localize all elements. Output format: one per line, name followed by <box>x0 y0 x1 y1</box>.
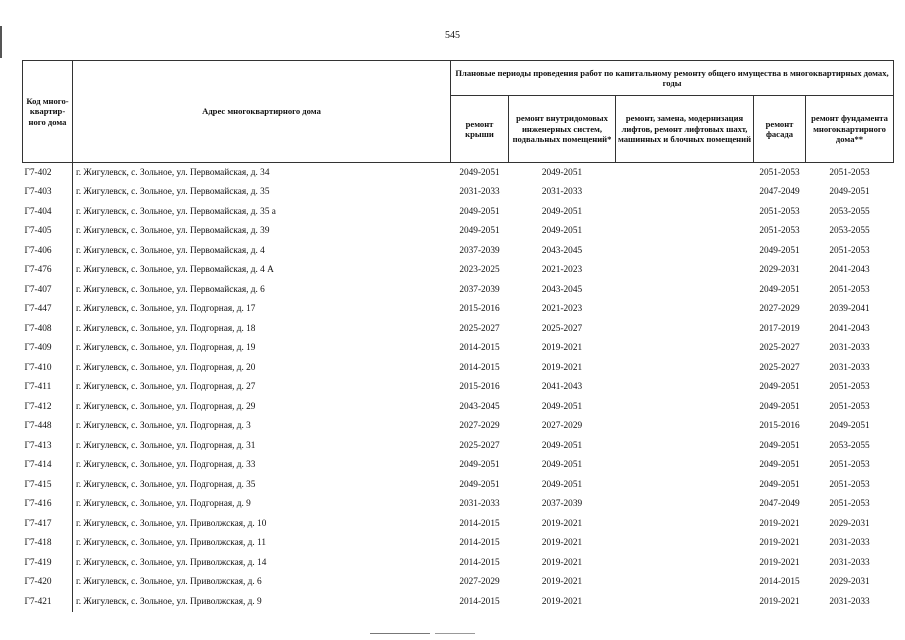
roof-period: 2025-2027 <box>459 323 500 334</box>
house-code: Г7-416 <box>23 495 73 515</box>
lifts-period <box>616 300 754 320</box>
foundation-period: 2053-2055 <box>829 226 870 237</box>
table-row <box>23 319 894 339</box>
roof-period: 2049-2051 <box>459 206 500 217</box>
header-address: Адрес многоквартирного дома <box>73 61 451 163</box>
foundation-period: 2031-2033 <box>829 362 870 373</box>
roof-period: 2031-2033 <box>459 187 500 198</box>
repair-schedule-table <box>22 60 894 612</box>
lifts-period <box>616 534 754 554</box>
systems-period: 2019-2021 <box>541 596 583 607</box>
roof-period: 2049-2051 <box>459 226 500 237</box>
house-code: Г7-418 <box>23 534 73 554</box>
house-code: Г7-408 <box>23 319 73 339</box>
facade-period: 2029-2031 <box>759 265 800 276</box>
facade-period: 2049-2051 <box>759 401 800 412</box>
table-row <box>23 183 894 203</box>
header-lifts: ремонт, замена, модернизация лифтов, ремонт лифтовых шахт, машинных и блочных помещений <box>616 96 754 163</box>
header-periods: Плановые периоды проведения работ по капитальному ремонту общего имущества в многоквартирных домах, годы <box>451 61 894 96</box>
facade-period: 2019-2021 <box>759 538 800 549</box>
house-address: г. Жигулевск, с. Зольное, ул. Первомайская, д. 39 <box>76 226 270 237</box>
roof-period: 2027-2029 <box>459 421 500 432</box>
facade-period: 2049-2051 <box>759 245 800 256</box>
systems-period: 2043-2045 <box>541 245 583 256</box>
facade-period: 2051-2053 <box>759 206 800 217</box>
systems-period: 2049-2051 <box>541 460 583 471</box>
facade-period: 2049-2051 <box>759 460 800 471</box>
house-code: Г7-447 <box>23 300 73 320</box>
facade-period: 2049-2051 <box>759 479 800 490</box>
foundation-period: 2051-2053 <box>829 167 870 178</box>
house-code: Г7-413 <box>23 436 73 456</box>
facade-period: 2019-2021 <box>759 557 800 568</box>
house-address: г. Жигулевск, с. Зольное, ул. Первомайская, д. 35 <box>76 187 270 198</box>
facade-period: 2017-2019 <box>759 323 800 334</box>
lifts-period <box>616 553 754 573</box>
facade-period: 2027-2029 <box>759 304 800 315</box>
table-row <box>23 261 894 281</box>
foundation-period: 2051-2053 <box>829 499 870 510</box>
house-code: Г7-476 <box>23 261 73 281</box>
systems-period: 2049-2051 <box>541 226 583 237</box>
facade-period: 2025-2027 <box>759 362 800 373</box>
footer-rule <box>0 632 905 636</box>
systems-period: 2019-2021 <box>541 362 583 373</box>
facade-period: 2049-2051 <box>759 440 800 451</box>
footer-rule-segment <box>435 633 475 634</box>
lifts-period <box>616 397 754 417</box>
table-row <box>23 456 894 476</box>
lifts-period <box>616 319 754 339</box>
house-code: Г7-405 <box>23 222 73 242</box>
table-row <box>23 280 894 300</box>
lifts-period <box>616 183 754 203</box>
roof-period: 2049-2051 <box>459 167 500 178</box>
lifts-period <box>616 514 754 534</box>
table-row <box>23 573 894 593</box>
facade-period: 2051-2053 <box>759 226 800 237</box>
foundation-period: 2051-2053 <box>829 284 870 295</box>
table-row <box>23 592 894 612</box>
roof-period: 2043-2045 <box>459 401 500 412</box>
systems-period: 2043-2045 <box>541 284 583 295</box>
systems-period: 2021-2023 <box>541 304 583 315</box>
lifts-period <box>616 592 754 612</box>
systems-period: 2025-2027 <box>541 323 583 334</box>
table-row <box>23 300 894 320</box>
roof-period: 2014-2015 <box>459 343 500 354</box>
roof-period: 2027-2029 <box>459 577 500 588</box>
facade-period: 2019-2021 <box>759 596 800 607</box>
facade-period: 2049-2051 <box>759 382 800 393</box>
foundation-period: 2041-2043 <box>829 265 870 276</box>
header-code: Код много-квартир-ного дома <box>23 61 73 163</box>
lifts-period <box>616 280 754 300</box>
lifts-period <box>616 339 754 359</box>
house-address: г. Жигулевск, с. Зольное, ул. Приволжская, д. 6 <box>76 577 262 588</box>
foundation-period: 2049-2051 <box>829 187 870 198</box>
house-address: г. Жигулевск, с. Зольное, ул. Приволжская, д. 14 <box>76 557 267 568</box>
table-row <box>23 397 894 417</box>
house-address: г. Жигулевск, с. Зольное, ул. Первомайская, д. 6 <box>76 284 265 295</box>
house-address: г. Жигулевск, с. Зольное, ул. Подгорная, д. 33 <box>76 460 256 471</box>
table-row <box>23 436 894 456</box>
house-address: г. Жигулевск, с. Зольное, ул. Приволжская, д. 10 <box>76 518 267 529</box>
facade-period: 2047-2049 <box>759 187 800 198</box>
lifts-period <box>616 358 754 378</box>
roof-period: 2049-2051 <box>459 479 500 490</box>
systems-period: 2041-2043 <box>541 382 583 393</box>
foundation-period: 2039-2041 <box>829 304 870 315</box>
facade-period: 2019-2021 <box>759 518 800 529</box>
foundation-period: 2051-2053 <box>829 382 870 393</box>
table-row <box>23 358 894 378</box>
systems-period: 2031-2033 <box>541 187 583 198</box>
lifts-period <box>616 495 754 515</box>
house-address: г. Жигулевск, с. Зольное, ул. Подгорная, д. 31 <box>76 440 256 451</box>
table-row <box>23 241 894 261</box>
foundation-period: 2053-2055 <box>829 206 870 217</box>
foundation-period: 2031-2033 <box>829 557 870 568</box>
roof-period: 2037-2039 <box>459 245 500 256</box>
header-foundation: ремонт фундамента многоквартирного дома** <box>806 96 894 163</box>
house-code: Г7-410 <box>23 358 73 378</box>
systems-period: 2019-2021 <box>541 518 583 529</box>
lifts-period <box>616 573 754 593</box>
systems-period: 2049-2051 <box>541 401 583 412</box>
house-address: г. Жигулевск, с. Зольное, ул. Первомайская, д. 35 а <box>76 206 276 217</box>
systems-period: 2019-2021 <box>541 577 583 588</box>
foundation-period: 2031-2033 <box>829 596 870 607</box>
foundation-period: 2031-2033 <box>829 343 870 354</box>
house-code: Г7-411 <box>23 378 73 398</box>
roof-period: 2031-2033 <box>459 499 500 510</box>
table-row <box>23 378 894 398</box>
systems-period: 2019-2021 <box>541 557 583 568</box>
lifts-period <box>616 456 754 476</box>
facade-period: 2015-2016 <box>759 421 800 432</box>
house-address: г. Жигулевск, с. Зольное, ул. Подгорная, д. 3 <box>76 421 251 432</box>
roof-period: 2014-2015 <box>459 518 500 529</box>
house-address: г. Жигулевск, с. Зольное, ул. Подгорная, д. 27 <box>76 382 256 393</box>
house-address: г. Жигулевск, с. Зольное, ул. Приволжская, д. 11 <box>76 538 267 549</box>
house-code: Г7-402 <box>23 163 73 183</box>
house-code: Г7-419 <box>23 553 73 573</box>
table-row <box>23 222 894 242</box>
table-row <box>23 202 894 222</box>
lifts-period <box>616 417 754 437</box>
foundation-period: 2051-2053 <box>829 460 870 471</box>
house-address: г. Жигулевск, с. Зольное, ул. Подгорная, д. 20 <box>76 362 256 373</box>
footer-rule-segment <box>370 633 430 634</box>
house-address: г. Жигулевск, с. Зольное, ул. Первомайская, д. 4 <box>76 245 265 256</box>
house-code: Г7-417 <box>23 514 73 534</box>
house-code: Г7-420 <box>23 573 73 593</box>
house-code: Г7-409 <box>23 339 73 359</box>
house-code: Г7-407 <box>23 280 73 300</box>
systems-period: 2027-2029 <box>541 421 583 432</box>
roof-period: 2015-2016 <box>459 382 500 393</box>
facade-period: 2025-2027 <box>759 343 800 354</box>
roof-period: 2014-2015 <box>459 538 500 549</box>
roof-period: 2025-2027 <box>459 440 500 451</box>
foundation-period: 2041-2043 <box>829 323 870 334</box>
systems-period: 2037-2039 <box>541 499 583 510</box>
lifts-period <box>616 222 754 242</box>
header-facade: ремонт фасада <box>754 96 806 163</box>
lifts-period <box>616 378 754 398</box>
facade-period: 2049-2051 <box>759 284 800 295</box>
foundation-period: 2053-2055 <box>829 440 870 451</box>
table-row <box>23 553 894 573</box>
table-row <box>23 514 894 534</box>
roof-period: 2015-2016 <box>459 304 500 315</box>
house-address: г. Жигулевск, с. Зольное, ул. Подгорная, д. 18 <box>76 323 256 334</box>
roof-period: 2014-2015 <box>459 362 500 373</box>
systems-period: 2019-2021 <box>541 538 583 549</box>
house-code: Г7-415 <box>23 475 73 495</box>
house-address: г. Жигулевск, с. Зольное, ул. Приволжская, д. 9 <box>76 596 262 607</box>
roof-period: 2049-2051 <box>459 460 500 471</box>
systems-period: 2049-2051 <box>541 167 583 178</box>
foundation-period: 2051-2053 <box>829 401 870 412</box>
house-code: Г7-448 <box>23 417 73 437</box>
foundation-period: 2051-2053 <box>829 479 870 490</box>
table-row <box>23 163 894 183</box>
roof-period: 2014-2015 <box>459 596 500 607</box>
house-code: Г7-406 <box>23 241 73 261</box>
house-code: Г7-412 <box>23 397 73 417</box>
house-address: г. Жигулевск, с. Зольное, ул. Подгорная, д. 9 <box>76 499 251 510</box>
table-row <box>23 339 894 359</box>
systems-period: 2049-2051 <box>541 479 583 490</box>
house-address: г. Жигулевск, с. Зольное, ул. Первомайская, д. 34 <box>76 167 270 178</box>
facade-period: 2014-2015 <box>759 577 800 588</box>
lifts-period <box>616 436 754 456</box>
house-address: г. Жигулевск, с. Зольное, ул. Подгорная, д. 19 <box>76 343 256 354</box>
roof-period: 2023-2025 <box>459 265 500 276</box>
roof-period: 2014-2015 <box>459 557 500 568</box>
systems-period: 2021-2023 <box>541 265 583 276</box>
foundation-period: 2051-2053 <box>829 245 870 256</box>
page-number: 545 <box>445 30 460 41</box>
table-row <box>23 475 894 495</box>
house-code: Г7-404 <box>23 202 73 222</box>
header-roof: ремонт крыши <box>451 96 509 163</box>
facade-period: 2047-2049 <box>759 499 800 510</box>
systems-period: 2019-2021 <box>541 343 583 354</box>
house-address: г. Жигулевск, с. Зольное, ул. Подгорная, д. 35 <box>76 479 256 490</box>
header-systems: ремонт внутридомовых инженерных систем, подвальных помещений* <box>509 96 616 163</box>
foundation-period: 2031-2033 <box>829 538 870 549</box>
foundation-period: 2029-2031 <box>829 577 870 588</box>
lifts-period <box>616 202 754 222</box>
facade-period: 2051-2053 <box>759 167 800 178</box>
lifts-period <box>616 475 754 495</box>
roof-period: 2037-2039 <box>459 284 500 295</box>
house-code: Г7-403 <box>23 183 73 203</box>
table-row <box>23 495 894 515</box>
house-address: г. Жигулевск, с. Зольное, ул. Подгорная, д. 17 <box>76 304 256 315</box>
foundation-period: 2049-2051 <box>829 421 870 432</box>
table-row <box>23 534 894 554</box>
house-address: г. Жигулевск, с. Зольное, ул. Подгорная, д. 29 <box>76 401 256 412</box>
house-address: г. Жигулевск, с. Зольное, ул. Первомайская, д. 4 А <box>76 265 274 276</box>
house-code: Г7-414 <box>23 456 73 476</box>
systems-period: 2049-2051 <box>541 206 583 217</box>
lifts-period <box>616 241 754 261</box>
lifts-period <box>616 163 754 183</box>
systems-period: 2049-2051 <box>541 440 583 451</box>
lifts-period <box>616 261 754 281</box>
house-code: Г7-421 <box>23 592 73 612</box>
foundation-period: 2029-2031 <box>829 518 870 529</box>
table-row <box>23 417 894 437</box>
